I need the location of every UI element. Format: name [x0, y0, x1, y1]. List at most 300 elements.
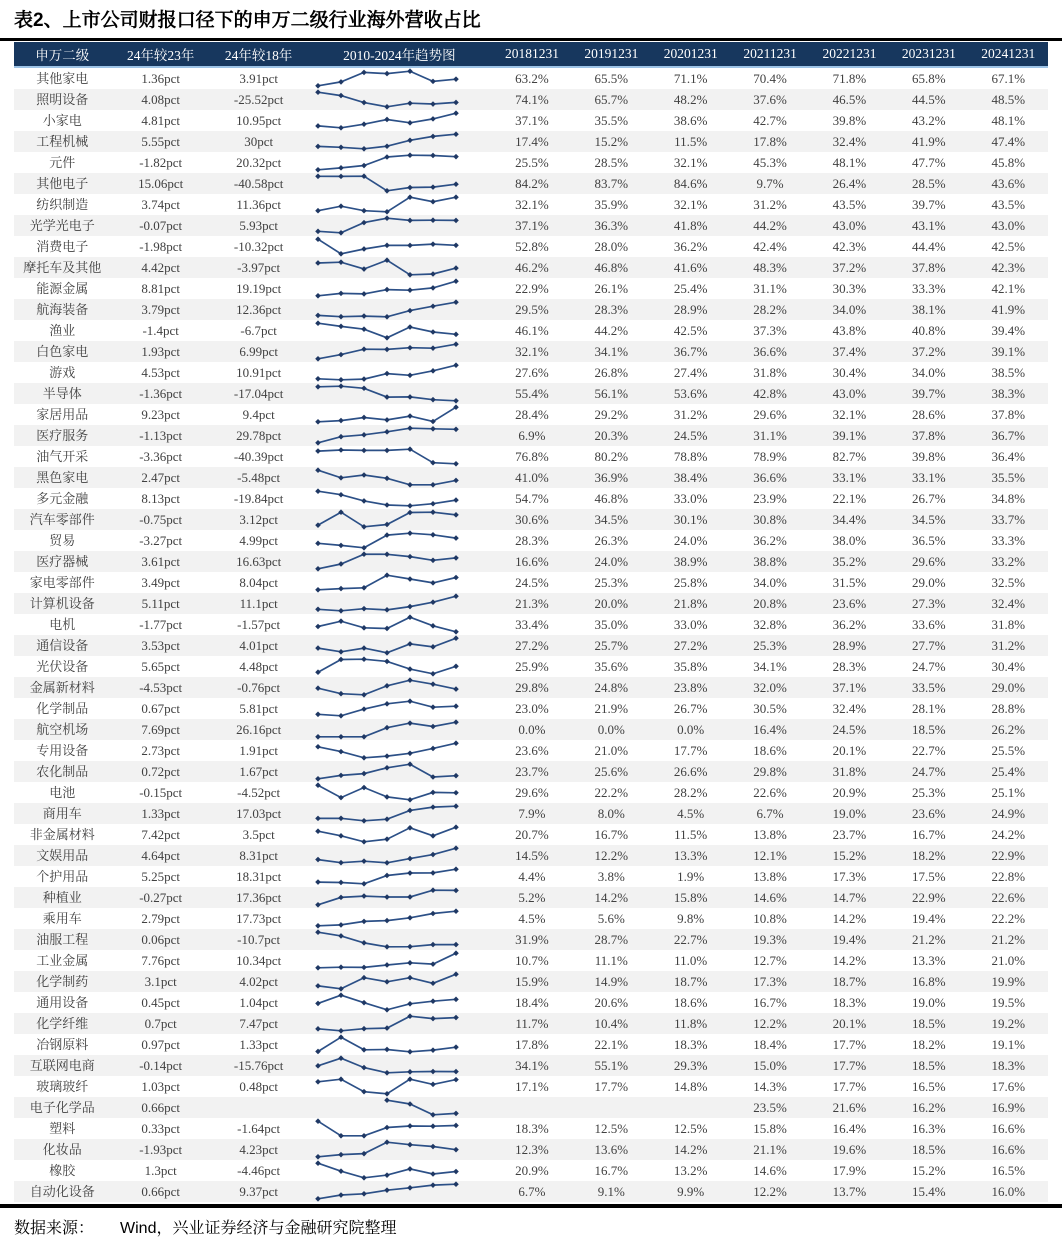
chg-24v23-cell: 7.69pct: [141, 722, 181, 737]
trend-sparkline-cell: [306, 635, 492, 656]
year-value-cell: 9.7%: [756, 176, 784, 191]
year-value-cell: 18.7%: [673, 974, 708, 989]
table-row: [14, 383, 1048, 404]
year-value-cell: 13.6%: [594, 1142, 629, 1157]
sparkline-chart: [306, 761, 491, 782]
sparkline-marker: [431, 804, 437, 810]
year-value-cell: 35.5%: [991, 470, 1026, 485]
sparkline-marker: [454, 703, 460, 709]
sparkline-marker: [362, 893, 368, 899]
year-value-cell: 15.0%: [753, 1058, 787, 1073]
chg-24v18-cell: 1.91pct: [239, 743, 278, 758]
sparkline-marker: [362, 692, 368, 698]
chg-24v23-cell: 0.45pct: [141, 995, 181, 1010]
sparkline-marker: [362, 839, 368, 845]
year-value-cell: 23.5%: [753, 1100, 787, 1115]
year-value-cell: 28.8%: [991, 701, 1026, 716]
chg-24v18-cell: -10.7pct: [237, 932, 281, 947]
chg-24v23-cell: 0.66pct: [141, 1184, 181, 1199]
year-value-cell: 28.3%: [832, 659, 867, 674]
year-value-cell: 10.7%: [515, 953, 549, 968]
industry-name-cell: 非金属材料: [29, 827, 95, 842]
sparkline-marker: [431, 623, 437, 629]
chg-24v23-cell: -3.27pct: [139, 533, 183, 548]
year-value-cell: 14.9%: [594, 974, 629, 989]
sparkline-chart: [306, 509, 491, 530]
year-value-cell: 14.5%: [515, 848, 549, 863]
industry-name-cell: 农化制品: [36, 764, 89, 779]
sparkline-marker: [339, 773, 345, 779]
chg-24v23-cell: -1.82pct: [139, 155, 183, 170]
trend-sparkline-cell: [306, 194, 492, 215]
trend-sparkline-cell: [306, 1139, 492, 1160]
sparkline-marker: [362, 376, 368, 382]
sparkline-marker: [431, 790, 437, 796]
chg-24v18-cell: 9.37pct: [239, 1184, 278, 1199]
trend-sparkline-cell: [306, 971, 492, 992]
sparkline-marker: [454, 686, 460, 692]
sparkline-marker: [316, 566, 322, 572]
table-row: [14, 236, 1048, 257]
sparkline-marker: [316, 488, 322, 494]
table-header: [14, 42, 1048, 67]
chg-24v18-cell: 7.47pct: [239, 1016, 278, 1031]
year-value-cell: 41.6%: [673, 260, 708, 275]
industry-name-cell: 能源金属: [36, 281, 89, 296]
year-value-cell: 43.6%: [991, 176, 1026, 191]
table-row: [14, 257, 1048, 278]
table-row: [14, 278, 1048, 299]
year-value-cell: 24.5%: [515, 575, 549, 590]
sparkline-marker: [385, 117, 391, 123]
chg-24v23-cell: 3.1pct: [144, 974, 177, 989]
trend-sparkline-cell: [306, 950, 492, 971]
sparkline-marker: [408, 1069, 414, 1075]
industry-name-cell: 电机: [49, 617, 76, 632]
sparkline-marker: [408, 413, 414, 419]
trend-sparkline-cell: [306, 929, 492, 950]
year-value-cell: 31.2%: [673, 407, 708, 422]
year-value-cell: 0.0%: [597, 722, 625, 737]
sparkline-marker: [339, 174, 345, 180]
trend-sparkline-cell: [306, 320, 492, 341]
sparkline-marker: [408, 944, 414, 950]
chg-24v18-cell: 9.4pct: [242, 407, 275, 422]
year-value-cell: 34.5%: [912, 512, 946, 527]
trend-sparkline-cell: [306, 593, 492, 614]
year-value-cell: 16.3%: [912, 1121, 946, 1136]
sparkline-marker: [362, 1026, 368, 1032]
table-title: 表2、上市公司财报口径下的申万二级行业海外营收占比: [14, 10, 481, 31]
sparkline-chart: [306, 1160, 491, 1181]
sparkline-marker: [431, 532, 437, 538]
sparkline-marker: [316, 624, 322, 630]
sparkline-marker: [362, 881, 368, 887]
trend-sparkline-cell: [306, 908, 492, 929]
chg-24v23-cell: 7.42pct: [141, 827, 181, 842]
table-row: [14, 362, 1048, 383]
trend-sparkline-cell: [306, 656, 492, 677]
chg-24v18-cell: -1.64pct: [237, 1121, 281, 1136]
chg-24v23-cell: 5.11pct: [141, 596, 180, 611]
trend-sparkline-cell: [306, 1076, 492, 1097]
year-value-cell: 12.3%: [515, 1142, 549, 1157]
chg-24v18-cell: 19.19pct: [236, 281, 282, 296]
table-row: [14, 929, 1048, 950]
year-value-cell: 37.6%: [753, 92, 787, 107]
trend-sparkline-cell: [306, 719, 492, 740]
chg-24v18-cell: 29.78pct: [236, 428, 282, 443]
year-value-cell: 6.7%: [518, 1184, 546, 1199]
trend-sparkline-cell: [306, 1118, 492, 1139]
sparkline-marker: [454, 278, 460, 284]
year-value-cell: 74.1%: [515, 92, 549, 107]
year-value-cell: 28.0%: [594, 239, 629, 254]
year-value-cell: 13.8%: [753, 827, 787, 842]
sparkline-marker: [454, 950, 460, 956]
year-value-cell: 4.5%: [518, 911, 546, 926]
data-source-label: 数据来源：: [14, 1220, 95, 1237]
year-value-cell: 16.4%: [753, 722, 787, 737]
industry-name-cell: 玻璃玻纤: [36, 1079, 89, 1094]
sparkline-marker: [431, 426, 437, 432]
year-value-cell: 18.2%: [912, 848, 946, 863]
year-value-cell: 32.0%: [753, 680, 787, 695]
chg-24v18-cell: 10.34pct: [236, 953, 282, 968]
trend-sparkline-cell: [306, 446, 492, 467]
year-value-cell: 34.0%: [832, 302, 867, 317]
sparkline-marker: [339, 475, 345, 481]
trend-sparkline-cell: [306, 992, 492, 1013]
year-value-cell: 1.9%: [677, 869, 705, 884]
year-value-cell: 33.0%: [673, 617, 708, 632]
year-value-cell: 25.3%: [753, 638, 787, 653]
sparkline-marker: [385, 476, 391, 482]
year-value-cell: 41.0%: [515, 470, 549, 485]
sparkline-marker: [408, 324, 414, 330]
table-row: [14, 404, 1048, 425]
sparkline-marker: [316, 587, 322, 593]
trend-sparkline-cell: [306, 1181, 492, 1202]
chg-24v18-cell: 4.48pct: [239, 659, 278, 674]
year-value-cell: 39.7%: [912, 197, 946, 212]
sparkline-marker: [454, 593, 460, 599]
chg-24v23-cell: -1.4pct: [142, 323, 179, 338]
sparkline-marker: [454, 866, 460, 872]
sparkline-marker: [408, 510, 414, 516]
industry-name-cell: 互联网电商: [29, 1058, 95, 1073]
year-value-cell: 15.2%: [912, 1163, 946, 1178]
year-value-cell: 33.3%: [991, 533, 1026, 548]
year-value-cell: 33.7%: [991, 512, 1026, 527]
sparkline-marker: [385, 1007, 391, 1013]
year-value-cell: 30.3%: [832, 281, 867, 296]
sparkline-marker: [316, 384, 322, 390]
table-row: [14, 194, 1048, 215]
year-value-cell: 37.2%: [832, 260, 867, 275]
sparkline-marker: [362, 432, 368, 438]
trend-sparkline-cell: [306, 614, 492, 635]
sparkline-marker: [339, 608, 345, 614]
year-value-cell: 48.1%: [832, 155, 867, 170]
year-value-cell: 36.2%: [673, 239, 708, 254]
table-row: [14, 614, 1048, 635]
table-row: [14, 908, 1048, 929]
sparkline-chart: [306, 131, 491, 152]
year-value-cell: 14.2%: [594, 890, 629, 905]
sparkline-chart: [306, 404, 491, 425]
sparkline-marker: [408, 394, 414, 400]
sparkline-marker: [316, 902, 322, 908]
sparkline-marker: [316, 89, 322, 95]
sparkline-marker: [431, 271, 437, 277]
sparkline-chart: [306, 908, 491, 929]
trend-sparkline-cell: [306, 677, 492, 698]
year-value-cell: 36.6%: [753, 344, 787, 359]
sparkline-marker: [316, 1026, 322, 1032]
sparkline-marker: [362, 1133, 368, 1139]
sparkline-marker: [362, 734, 368, 740]
sparkline-marker: [339, 447, 345, 453]
year-value-cell: 16.0%: [991, 1184, 1026, 1199]
data-source-text: Wind，兴业证券经济与金融研究院整理: [120, 1220, 397, 1237]
trend-sparkline-cell: [306, 803, 492, 824]
chg-24v23-cell: -1.13pct: [139, 428, 183, 443]
sparkline-marker: [431, 704, 437, 710]
sparkline-marker: [339, 860, 345, 866]
sparkline-marker: [454, 575, 460, 581]
sparkline-marker: [408, 1185, 414, 1191]
trend-sparkline-cell: [306, 131, 492, 152]
sparkline-chart: [306, 89, 491, 110]
column-header-8: 20221231: [810, 42, 889, 67]
sparkline-chart: [306, 194, 491, 215]
chg-24v18-cell: 4.23pct: [239, 1142, 278, 1157]
sparkline-marker: [385, 371, 391, 377]
chg-24v18-cell: -4.46pct: [237, 1163, 281, 1178]
sparkline-marker: [408, 530, 414, 536]
year-value-cell: 8.0%: [597, 806, 625, 821]
year-value-cell: 46.8%: [594, 260, 629, 275]
industry-name-cell: 工业金属: [36, 953, 89, 968]
year-value-cell: 29.0%: [912, 575, 946, 590]
sparkline-marker: [431, 345, 437, 351]
sparkline-chart: [306, 803, 491, 824]
trend-sparkline-cell: [306, 845, 492, 866]
year-value-cell: 22.7%: [912, 743, 946, 758]
year-value-cell: 63.2%: [515, 71, 549, 86]
sparkline-chart: [306, 866, 491, 887]
sparkline-marker: [385, 502, 391, 508]
year-value-cell: 21.0%: [594, 743, 629, 758]
chg-24v23-cell: 0.06pct: [141, 932, 181, 947]
year-value-cell: 22.1%: [832, 491, 867, 506]
chg-24v23-cell: 2.47pct: [141, 470, 181, 485]
sparkline-marker: [454, 426, 460, 432]
year-value-cell: 20.6%: [594, 995, 629, 1010]
year-value-cell: 31.2%: [753, 197, 787, 212]
industry-name-cell: 化学制药: [36, 974, 89, 989]
table-row: [14, 1181, 1048, 1202]
sparkline-marker: [408, 1001, 414, 1007]
sparkline-marker: [362, 220, 368, 226]
sparkline-chart: [306, 677, 491, 698]
sparkline-marker: [339, 165, 345, 171]
sparkline-marker: [454, 1015, 460, 1021]
year-value-cell: 13.8%: [753, 869, 787, 884]
chg-24v23-cell: -3.36pct: [139, 449, 183, 464]
sparkline-marker: [316, 1063, 322, 1069]
year-value-cell: 22.9%: [912, 890, 946, 905]
sparkline-marker: [339, 291, 345, 297]
year-value-cell: 41.9%: [912, 134, 946, 149]
sparkline-marker: [385, 1139, 391, 1145]
year-value-cell: 24.0%: [673, 533, 708, 548]
year-value-cell: 42.8%: [753, 386, 787, 401]
chg-24v23-cell: -1.93pct: [139, 1142, 183, 1157]
year-value-cell: 18.3%: [991, 1058, 1026, 1073]
year-value-cell: 20.1%: [832, 1016, 867, 1031]
sparkline-marker: [385, 962, 391, 968]
industry-name-cell: 电子化学品: [29, 1100, 95, 1115]
year-value-cell: 46.8%: [594, 491, 629, 506]
column-header-0: 申万二级: [14, 42, 110, 67]
chg-24v23-cell: -1.98pct: [139, 239, 183, 254]
sparkline-marker: [454, 110, 460, 116]
chg-24v18-cell: 11.1pct: [239, 596, 278, 611]
year-value-cell: 25.8%: [673, 575, 708, 590]
year-value-cell: 43.8%: [832, 323, 867, 338]
sparkline-marker: [362, 965, 368, 971]
sparkline-marker: [316, 1001, 322, 1007]
chg-24v18-cell: 26.16pct: [236, 722, 282, 737]
sparkline-marker: [339, 895, 345, 901]
sparkline-marker: [431, 870, 437, 876]
sparkline-marker: [385, 335, 391, 341]
sparkline-marker: [385, 944, 391, 950]
chg-24v23-cell: 5.25pct: [141, 869, 181, 884]
year-value-cell: 36.6%: [753, 470, 787, 485]
year-value-cell: 24.0%: [594, 554, 629, 569]
year-value-cell: 28.5%: [912, 176, 946, 191]
sparkline-marker: [431, 599, 437, 605]
sparkline-marker: [431, 852, 437, 858]
sparkline-marker: [385, 794, 391, 800]
year-value-cell: 26.8%: [594, 365, 629, 380]
year-value-cell: 56.1%: [594, 386, 629, 401]
sparkline-marker: [454, 100, 460, 106]
chg-24v18-cell: 5.93pct: [239, 218, 278, 233]
sparkline-marker: [362, 146, 368, 152]
industry-name-cell: 航海装备: [36, 302, 89, 317]
chg-24v23-cell: 1.03pct: [141, 1079, 181, 1094]
industry-name-cell: 化学制品: [36, 701, 89, 716]
sparkline-marker: [454, 194, 460, 200]
sparkline-marker: [454, 888, 460, 894]
year-value-cell: 27.6%: [515, 365, 549, 380]
table-row: [14, 89, 1048, 110]
year-value-cell: 32.4%: [832, 701, 867, 716]
sparkline-marker: [362, 975, 368, 981]
year-value-cell: 37.1%: [515, 113, 549, 128]
sparkline-chart: [306, 320, 491, 341]
year-value-cell: 31.1%: [753, 428, 787, 443]
year-value-cell: 6.7%: [756, 806, 784, 821]
sparkline-marker: [362, 706, 368, 712]
trend-sparkline-cell: [306, 488, 492, 509]
chg-24v18-cell: 11.36pct: [236, 197, 281, 212]
chg-24v18-cell: 10.95pct: [236, 113, 282, 128]
year-value-cell: 47.4%: [991, 134, 1026, 149]
trend-sparkline-cell: [306, 1055, 492, 1076]
table-row: [14, 887, 1048, 908]
year-value-cell: 26.4%: [832, 176, 867, 191]
sparkline-marker: [316, 293, 322, 299]
sparkline-marker: [339, 377, 345, 383]
year-value-cell: 23.7%: [832, 827, 867, 842]
year-value-cell: 4.4%: [518, 869, 546, 884]
sparkline-marker: [431, 79, 437, 85]
year-value-cell: 23.6%: [832, 596, 867, 611]
year-value-cell: 34.1%: [515, 1058, 549, 1073]
industry-name-cell: 油气开采: [36, 449, 89, 464]
sparkline-marker: [316, 208, 322, 214]
industry-name-cell: 消费电子: [36, 239, 89, 254]
sparkline-marker: [316, 440, 322, 446]
sparkline-chart: [306, 992, 491, 1013]
year-value-cell: 17.9%: [832, 1163, 867, 1178]
year-value-cell: 38.0%: [832, 533, 867, 548]
year-value-cell: 17.1%: [515, 1079, 549, 1094]
year-value-cell: 31.1%: [753, 281, 787, 296]
industry-name-cell: 家居用品: [36, 407, 89, 422]
chg-24v23-cell: -0.14pct: [139, 1058, 183, 1073]
chg-24v18-cell: 5.81pct: [239, 701, 278, 716]
chg-24v23-cell: -0.07pct: [139, 218, 183, 233]
year-value-cell: 20.8%: [753, 596, 787, 611]
trend-sparkline-cell: [306, 467, 492, 488]
sparkline-chart: [306, 719, 491, 740]
year-value-cell: 28.1%: [912, 701, 946, 716]
sparkline-chart: [306, 215, 491, 236]
year-value-cell: 22.1%: [594, 1037, 629, 1052]
chg-24v23-cell: 8.13pct: [141, 491, 181, 506]
sparkline-chart: [306, 887, 491, 908]
sparkline-marker: [408, 576, 414, 582]
year-value-cell: 16.4%: [832, 1121, 867, 1136]
sparkline-marker: [362, 448, 368, 454]
year-value-cell: 78.8%: [673, 449, 708, 464]
year-value-cell: 31.9%: [515, 932, 549, 947]
year-value-cell: 67.1%: [991, 71, 1026, 86]
year-value-cell: 32.4%: [832, 134, 867, 149]
year-value-cell: 26.3%: [594, 533, 629, 548]
year-value-cell: 48.2%: [673, 92, 708, 107]
sparkline-marker: [339, 230, 345, 236]
sparkline-marker: [316, 448, 322, 454]
year-value-cell: 84.2%: [515, 176, 549, 191]
sparkline-marker: [316, 229, 322, 235]
sparkline-chart: [306, 257, 491, 278]
industry-name-cell: 通信设备: [36, 638, 89, 653]
trend-sparkline-cell: [306, 530, 492, 551]
sparkline-marker: [408, 1142, 414, 1148]
year-value-cell: 18.7%: [832, 974, 867, 989]
year-value-cell: 24.2%: [991, 827, 1026, 842]
chg-24v23-cell: 15.06pct: [138, 176, 184, 191]
sparkline-chart: [306, 173, 491, 194]
industry-name-cell: 种植业: [42, 890, 82, 905]
